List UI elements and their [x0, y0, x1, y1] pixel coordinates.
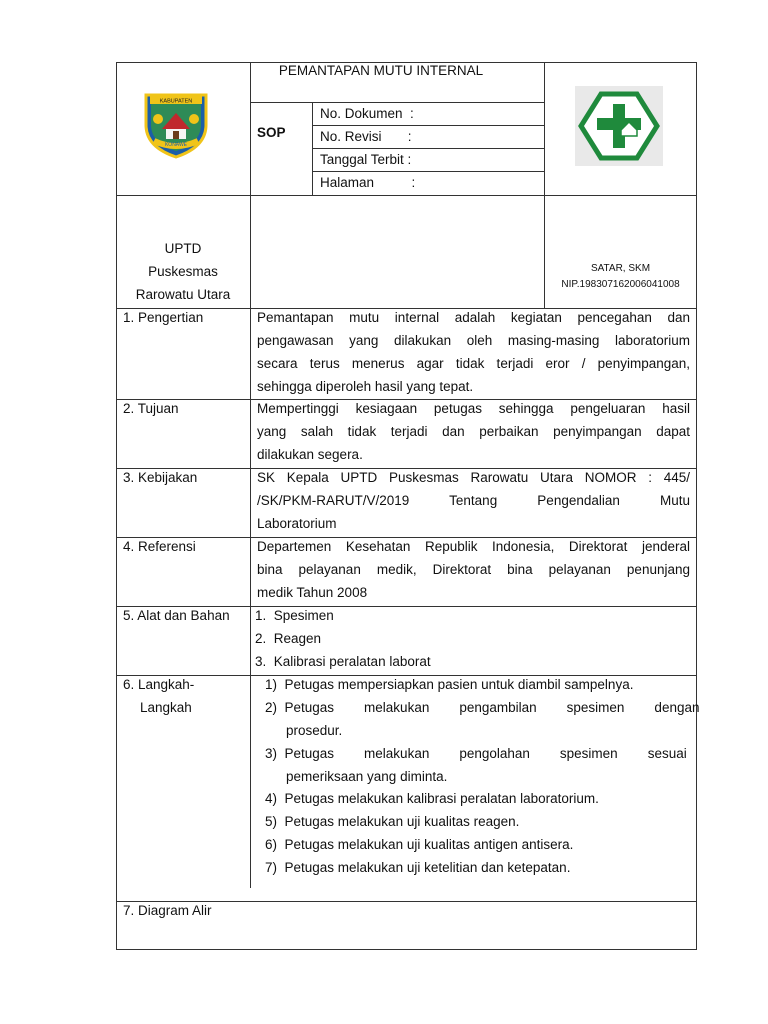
- pengertian-line-1: Pemantapan mutu internal adalah kegiatan pencegahan dan: [257, 310, 690, 325]
- signer-name: SATAR, SKM: [590, 263, 651, 274]
- label-langkah-1: 6. Langkah-: [123, 677, 195, 692]
- kebijakan-line-1: SK Kepala UPTD Puskesmas Rarowatu Utara NOMOR : 445/: [257, 470, 690, 485]
- langkah-step-4: 4) Petugas melakukan kalibrasi peralatan laboratorium.: [265, 791, 599, 806]
- tujuan-line-2: yang salah tidak terjadi dan perbaikan penyimpangan dapat: [257, 424, 690, 439]
- referensi-line-1: Departemen Kesehatan Republik Indonesia, Direktorat jenderal: [257, 539, 690, 554]
- referensi-line-2: bina pelayanan medik, Direktorat bina pelayanan penunjang: [257, 562, 690, 577]
- pengertian-line-4: sehingga diperoleh hasil yang tepat.: [257, 379, 474, 394]
- field-no-dokumen: No. Dokumen :: [320, 106, 414, 121]
- label-diagram-alir: 7. Diagram Alir: [123, 903, 212, 918]
- pengertian-line-2: pengawasan yang dilakukan oleh masing-masing laboratorium: [257, 333, 690, 348]
- sop-document: [116, 62, 700, 950]
- border-bottom: [116, 949, 697, 950]
- regency-logo-icon: [142, 89, 210, 159]
- puskesmas-logo-icon: [575, 86, 663, 166]
- langkah-step-6: 6) Petugas melakukan uji kualitas antigen antisera.: [265, 837, 574, 852]
- langkah-step-2: 2) Petugas melakukan pengambilan spesimen dengan: [265, 700, 700, 715]
- org-line-2: Puskesmas: [148, 264, 218, 279]
- label-pengertian: 1. Pengertian: [123, 310, 204, 325]
- alat-item-2: 2. Reagen: [255, 631, 322, 646]
- langkah-step-3-cont: pemeriksaan yang diminta.: [286, 769, 448, 784]
- langkah-step-3: 3) Petugas melakukan pengolahan spesimen sesuai: [265, 746, 687, 761]
- label-kebijakan: 3. Kebijakan: [123, 470, 198, 485]
- label-langkah-2: Langkah: [140, 700, 192, 715]
- column-divider: [250, 62, 251, 888]
- document-title: PEMANTAPAN MUTU INTERNAL: [278, 63, 484, 78]
- tujuan-line-3: dilakukan segera.: [257, 447, 363, 462]
- header-bottom: [116, 195, 697, 196]
- langkah-step-1: 1) Petugas mempersiapkan pasien untuk diambil sampelnya.: [265, 677, 634, 692]
- label-tujuan: 2. Tujuan: [123, 401, 179, 416]
- label-referensi: 4. Referensi: [123, 539, 196, 554]
- org-line-1: UPTD: [164, 241, 202, 256]
- langkah-step-2-cont: prosedur.: [286, 723, 343, 738]
- pengertian-line-3: secara terus menerus agar tidak terjadi eror / penyimpangan,: [257, 356, 690, 371]
- referensi-line-3: medik Tahun 2008: [257, 585, 368, 600]
- regency-logo-bottom-text: KONAWE: [164, 142, 188, 148]
- signer-nip: NIP.198307162006041008: [561, 279, 680, 290]
- kebijakan-line-2: /SK/PKM-RARUT/V/2019 Tentang Pengendalian Mutu: [257, 493, 690, 508]
- regency-logo-top-text: KABUPATEN: [159, 98, 193, 105]
- sop-label: SOP: [257, 125, 286, 140]
- label-alat-bahan: 5. Alat dan Bahan: [123, 608, 230, 623]
- field-halaman: Halaman :: [320, 175, 416, 190]
- langkah-step-5: 5) Petugas melakukan uji kualitas reagen.: [265, 814, 520, 829]
- alat-item-1: 1. Spesimen: [255, 608, 334, 623]
- field-no-revisi: No. Revisi :: [320, 129, 412, 144]
- tujuan-line-1: Mempertinggi kesiagaan petugas sehingga pengeluaran hasil: [257, 401, 690, 416]
- field-tanggal-terbit: Tanggal Terbit :: [320, 152, 412, 167]
- langkah-step-7: 7) Petugas melakukan uji ketelitian dan ketepatan.: [265, 860, 571, 875]
- kebijakan-line-3: Laboratorium: [257, 516, 337, 531]
- alat-item-3: 3. Kalibrasi peralatan laborat: [255, 654, 431, 669]
- org-line-3: Rarowatu Utara: [135, 287, 231, 302]
